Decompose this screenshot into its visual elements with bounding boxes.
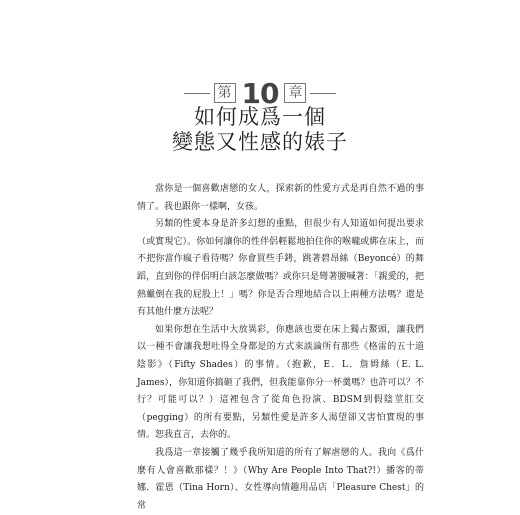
chapter-title-line-1: 如何成爲一個 bbox=[194, 105, 326, 129]
body-text bbox=[137, 181, 424, 515]
paragraph: 當你是一個喜歡虐戀的女人，探索新的性愛方式是再自然不過的事情了。我也跟你一樣啊，女孩。 bbox=[137, 184, 424, 212]
paragraph: 如果你想在生活中大放異彩，你應該也要在床上獨占鰲頭，讓我們以一種不會讓我想吐得全身都是的方式來談論所有那些《格雷的五十道陰影》（Fifty Shades）的事情。（抱歉，E．L．詹姆絲（E. L. James），你知道你搞砸了我們，但我能靠你分一杯羹嗎？也許可以？不行？可能可以？）這裡包含了從角色扮演、BDSM到假陰莖肛交（pegging）的所有要點，另類性愛是許多人渴望卻又害怕實現的事情。恕我直言，去你的。 bbox=[137, 324, 424, 441]
chapter-suffix: 章 bbox=[284, 83, 306, 103]
left-rule bbox=[184, 93, 210, 94]
chapter-prefix: 第 bbox=[214, 83, 236, 103]
paragraph: 另類的性愛本身是許多幻想的重點，但很少有人知道如何提出要求（或實現它）。你如何讓你的性伴侶輕鬆地拍住你的喉嚨或綁在床上，而不把你當作瘋子看待嗎？你會買些手銬，跳著碧昂絲（Beyoncé）的舞蹈，直到你的伴侶明白該怎麼做嗎？或你只是彎著腰喊著：「親愛的，把熱蠟倒在我的屁股上！」嗎？你是否合理地結合以上兩種方法嗎？還是有其他什麼方法呢？ bbox=[137, 219, 424, 318]
right-rule bbox=[310, 93, 336, 94]
chapter-number: 10 bbox=[241, 76, 279, 110]
paragraph: 我爲這一章接觸了幾乎我所知道的所有了解虐戀的人。我向《爲什麼有人會喜歡那樣？！》（Why Are People Into That?!）播客的蒂娜．霍恩（Tina Horn）、女性導向情趣用品店「Pleasure Chest」的常 bbox=[137, 447, 424, 511]
chapter-title-line-2: 變態又性感的婊子 bbox=[172, 130, 348, 154]
